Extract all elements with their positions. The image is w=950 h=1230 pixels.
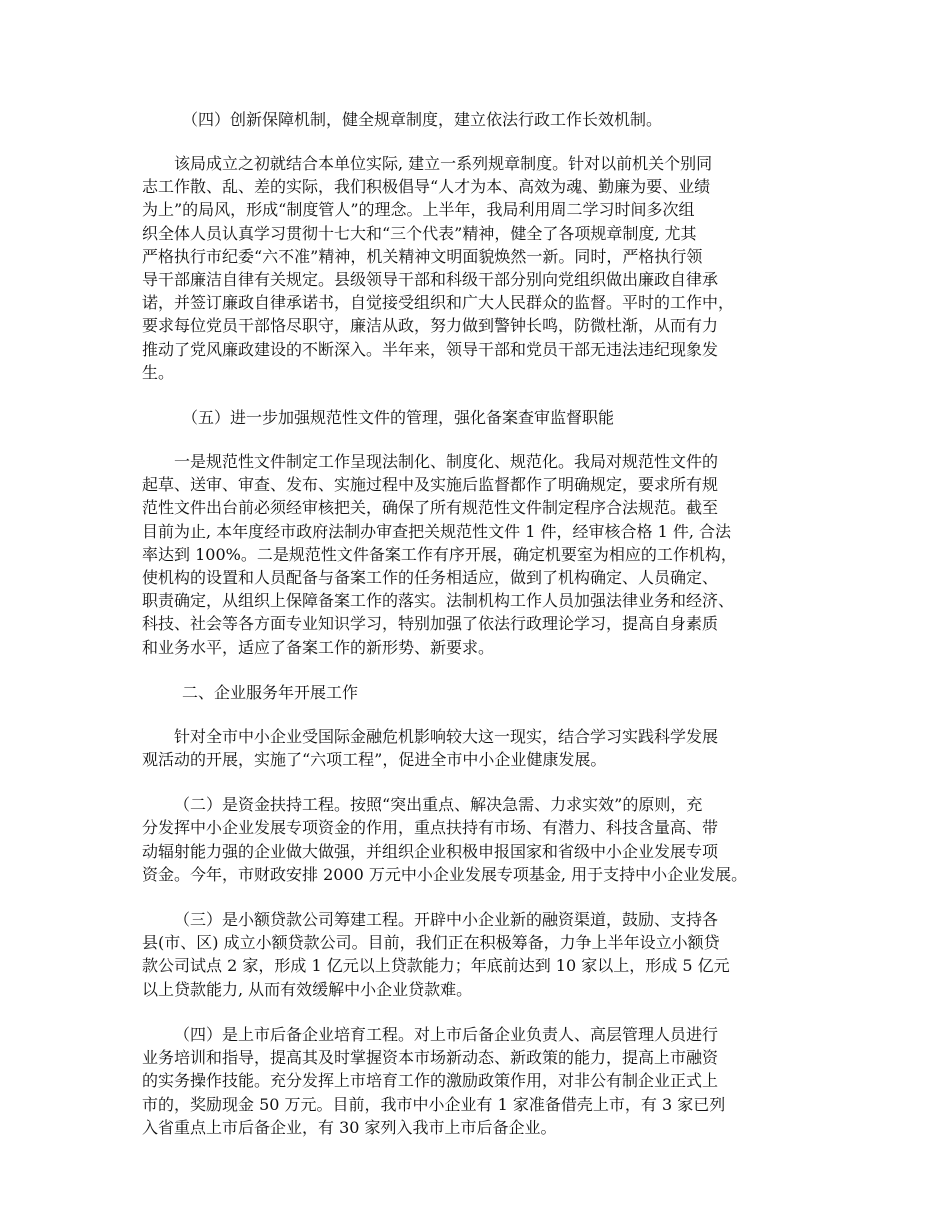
paragraph-line: 的实务操作技能。充分发挥上市培育工作的激励政策作用，对非公有制企业正式上 xyxy=(142,1071,719,1091)
paragraph-line: 起草、送审、审查、发布、实施过程中及实施后监督都作了明确规定，要求所有规 xyxy=(142,475,719,495)
paragraph-line: 款公司试点 2 家，形成 1 亿元以上贷款能力；年底前达到 10 家以上，形成 5 亿元 xyxy=(142,956,730,976)
paragraph-line: （三）是小额贷款公司筹建工程。开辟中小企业新的融资渠道，鼓励、支持各 xyxy=(174,910,719,930)
paragraph-fund-support xyxy=(142,793,822,886)
section-heading-4: （四）创新保障机制，健全规章制度，建立依法行政工作长效机制。 xyxy=(182,110,663,129)
paragraph-line: 一是规范性文件制定工作呈现法制化、制度化、规范化。我局对规范性文件的 xyxy=(174,452,719,472)
paragraph-line: 要求每位党员干部恪尽职守，廉洁从政，努力做到警钟长鸣，防微杜渐，从而有力 xyxy=(142,316,719,336)
paragraph-regulations xyxy=(142,152,822,384)
document-page xyxy=(142,108,822,1139)
paragraph-line: 和业务水平，适应了备案工作的新形势、新要求。 xyxy=(142,637,495,657)
paragraph-line: 职责确定，从组织上保障备案工作的落实。法制机构工作人员加强法律业务和经济、 xyxy=(142,591,735,611)
paragraph-line: 严格执行市纪委“六不准”精神，机关精神文明面貌焕然一新。同时，严格执行领 xyxy=(142,246,703,266)
paragraph-line: （四）是上市后备企业培育工程。对上市后备企业负责人、高层管理人员进行 xyxy=(174,1024,719,1044)
paragraph-line: 为上”的局风，形成“制度管人”的理念。上半年，我局利用周二学习时间多次组 xyxy=(142,200,695,220)
paragraph-line: 生。 xyxy=(142,362,175,382)
paragraph-line: 诺，并签订廉政自律承诺书，自觉接受组织和广大人民群众的监督。平时的工作中， xyxy=(142,293,735,313)
paragraph-line: 导干部廉洁自律有关规定。县级领导干部和科级干部分别向党组织做出廉政自律承 xyxy=(142,270,719,290)
paragraph-line: 织全体人员认真学习贯彻十七大和“三个代表”精神，健全了各项规章制度, 尤其 xyxy=(142,223,697,243)
paragraph-line: 以上贷款能力, 从而有效缓解中小企业贷款难。 xyxy=(142,979,473,999)
paragraph-line: 该局成立之初就结合本单位实际, 建立一系列规章制度。针对以前机关个别同 xyxy=(174,154,713,173)
paragraph-line: 目前为止, 本年度经市政府法制办审查把关规范性文件 1 件，经审核合格 1 件, 合法 xyxy=(142,521,732,541)
paragraph-microloan xyxy=(142,908,822,1001)
paragraph-line: 使机构的设置和人员配备与备案工作的任务相适应，做到了机构确定、人员确定、 xyxy=(142,568,719,588)
paragraph-line: 入省重点上市后备企业，有 30 家列入我市上市后备企业。 xyxy=(142,1117,557,1137)
paragraph-line: 率达到 100%。二是规范性文件备案工作有序开展，确定机要室为相应的工作机构， xyxy=(142,544,737,564)
paragraph-line: （二）是资金扶持工程。按照“突出重点、解决急需、力求实效”的原则，充 xyxy=(174,795,703,815)
paragraph-normative-documents xyxy=(142,450,822,659)
paragraph-line: 观活动的开展，实施了“六项工程”，促进全市中小企业健康发展。 xyxy=(142,750,607,770)
paragraph-line: 市的，奖励现金 50 万元。目前，我市中小企业有 1 家准备借壳上市，有 3 家已列 xyxy=(142,1094,726,1114)
paragraph-line: 志工作散、乱、差的实际，我们积极倡导“人才为本、高效为魂、勤廉为要、业绩 xyxy=(142,177,711,197)
paragraph-line: 资金。今年，市财政安排 2000 万元中小企业发展专项基金, 用于支持中小企业发展。 xyxy=(142,864,748,884)
section-heading-enterprise-service: 二、企业服务年开展工作 xyxy=(182,682,359,702)
paragraph-line: 分发挥中小企业发展专项资金的作用，重点扶持有市场、有潜力、科技含量高、带 xyxy=(142,818,719,838)
paragraph-six-projects-intro xyxy=(142,725,822,771)
paragraph-line: 针对全市中小企业受国际金融危机影响较大这一现实，结合学习实践科学发展 xyxy=(174,726,719,746)
paragraph-line: 推动了党风廉政建设的不断深入。半年来，领导干部和党员干部无违法违纪现象发 xyxy=(142,339,719,359)
paragraph-line: 业务培训和指导，提高其及时掌握资本市场新动态、新政策的能力，提高上市融资 xyxy=(142,1048,719,1068)
paragraph-line: 县(市、区) 成立小额贷款公司。目前，我们正在积极筹备，力争上半年设立小额贷 xyxy=(142,933,720,953)
paragraph-line: 动辐射能力强的企业做大做强，并组织企业积极申报国家和省级中小企业发展专项 xyxy=(142,841,719,861)
section-heading-5: （五）进一步加强规范性文件的管理，强化备案查审监督职能 xyxy=(182,408,615,428)
paragraph-listing-reserve xyxy=(142,1023,822,1139)
paragraph-line: 范性文件出台前必须经审核把关，确保了所有规范性文件制定程序合法规范。截至 xyxy=(142,498,719,518)
paragraph-line: 科技、社会等各方面专业知识学习，特别加强了依法行政理论学习，提高自身素质 xyxy=(142,614,719,634)
